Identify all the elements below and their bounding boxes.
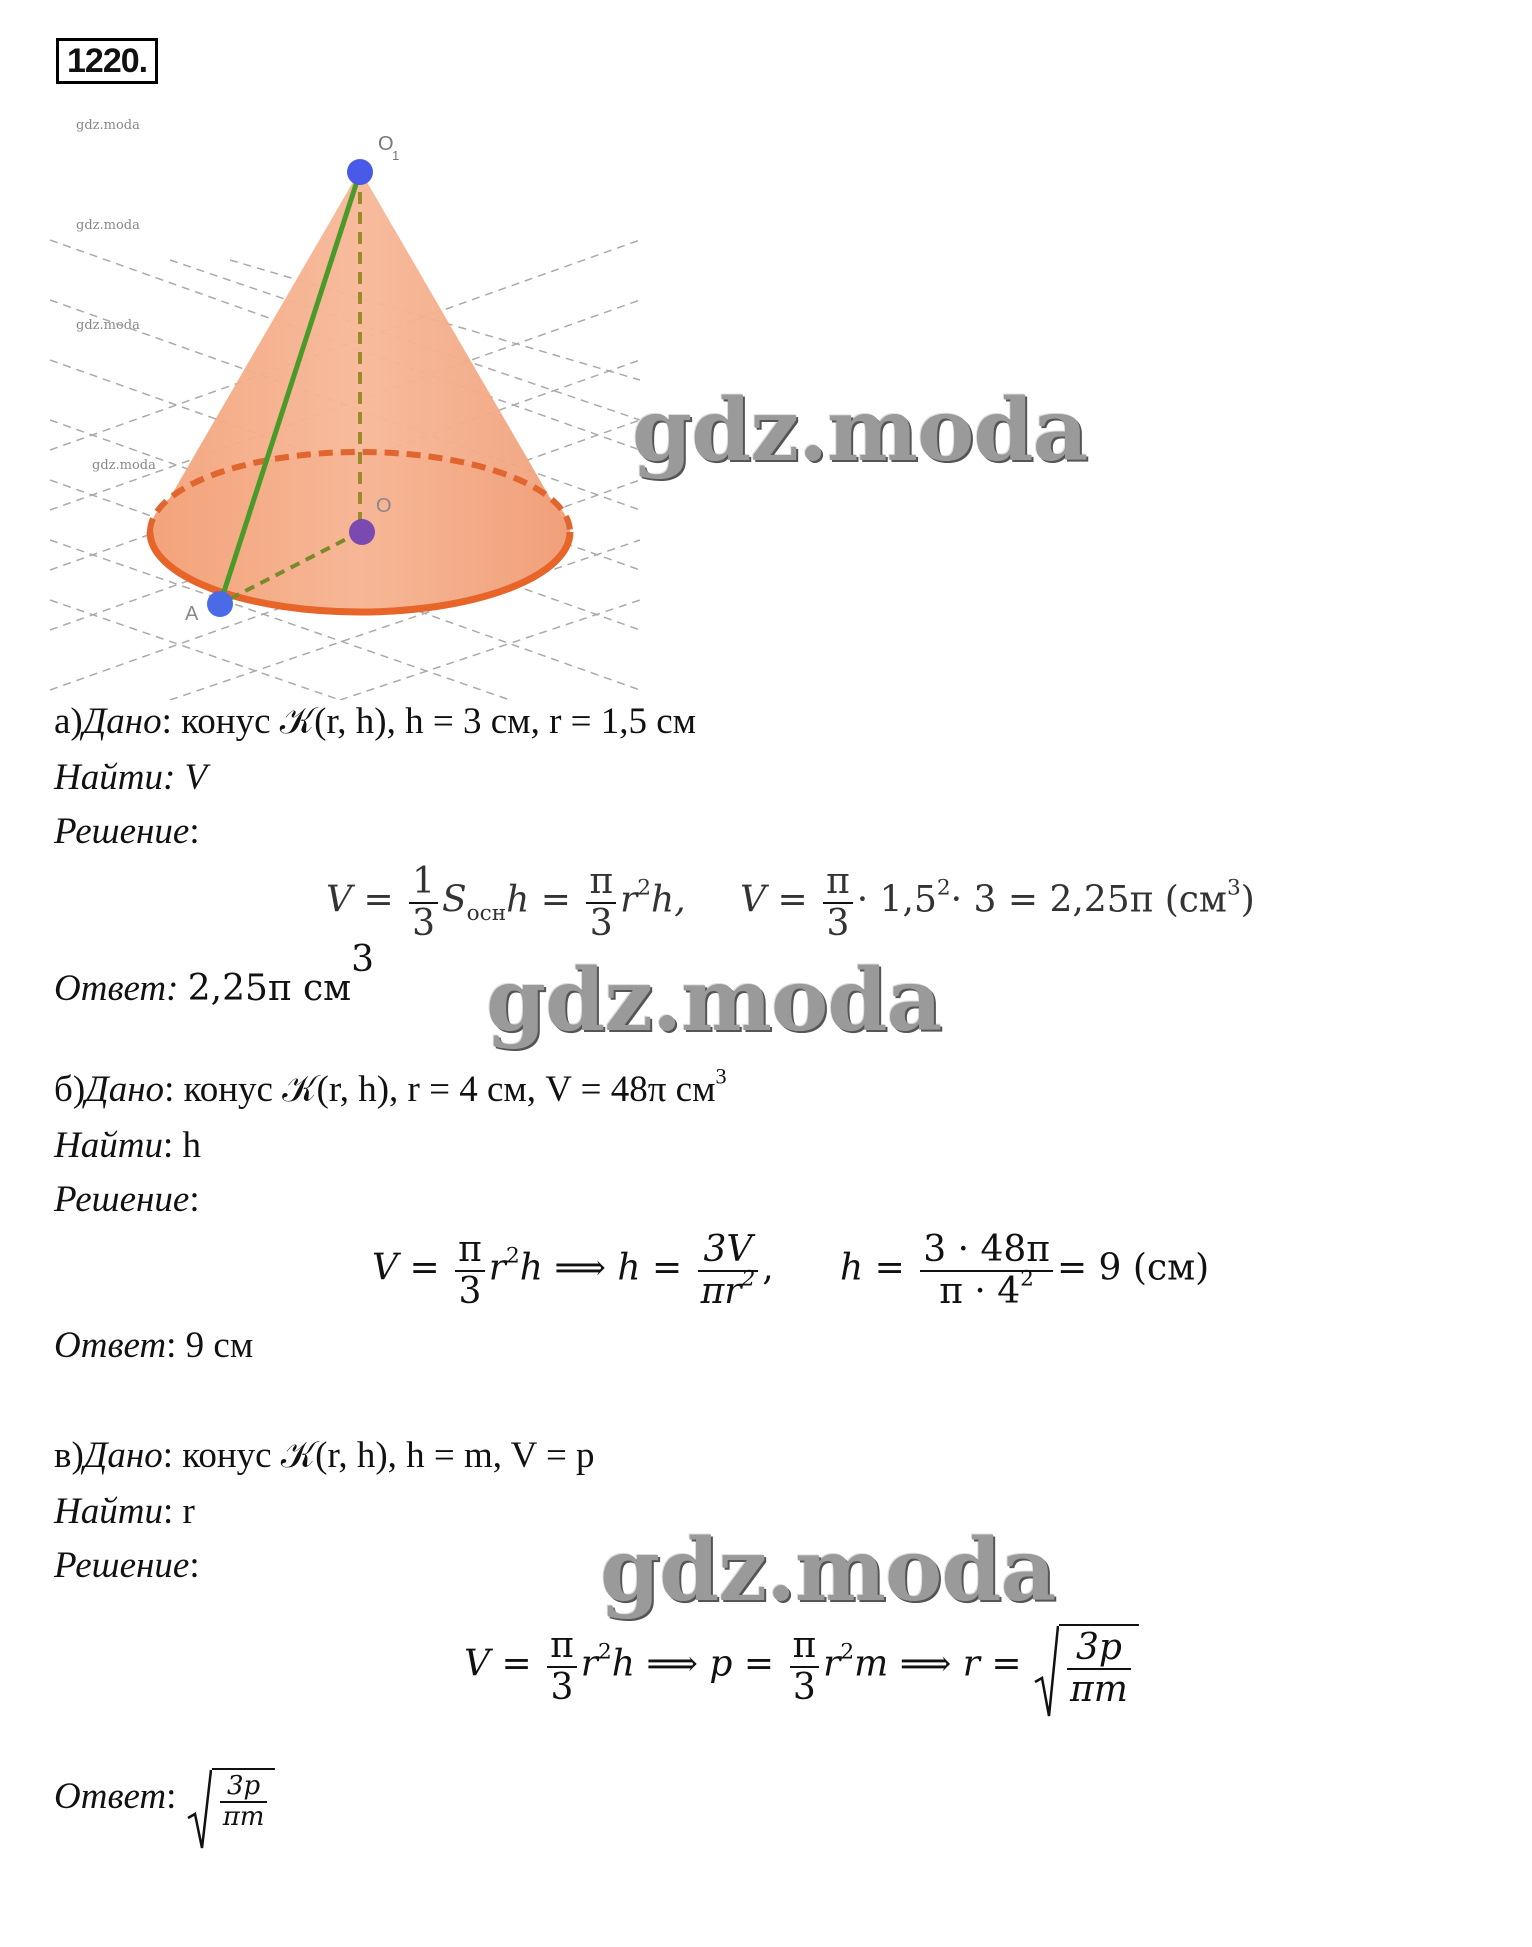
sqrt-symbol: $\frac{3p}{\pi m}$ <box>1033 1624 1139 1709</box>
small-watermark: gdz.moda <box>76 118 140 133</box>
part-a-answer: Ответ: 2,25π $см^3$ <box>54 939 375 1009</box>
part-b-find: Найти: h <box>54 1125 201 1166</box>
part-c-solution-label: Решение: <box>54 1545 200 1586</box>
small-watermark: gdz.moda <box>76 218 140 233</box>
answer-sqrt-symbol: $\frac{3p}{\pi m}$ <box>186 1768 276 1831</box>
apex-label-sub: 1 <box>392 148 400 163</box>
center-label: O <box>376 495 392 517</box>
apex-label: O <box>378 133 394 155</box>
watermark: gdz.moda <box>600 1520 1056 1621</box>
part-a-given: а)Дано: конус 𝒦(r, h), h = 3 см, r = 1,5 см <box>54 701 697 742</box>
small-watermark: gdz.moda <box>76 318 140 333</box>
part-a-formula-2: V = $\frac{\pi}{3}$ · $1,5^2\cdot 3 = 2,25\pi$ $(см^3)$ <box>740 861 1255 944</box>
part-b-answer: Ответ: 9 см <box>54 1325 254 1366</box>
part-c-find: Найти: r <box>54 1491 195 1532</box>
part-c-answer: Ответ: $\frac{3p}{\pi m}$ <box>54 1768 275 1831</box>
part-b-solution-label: Решение: <box>54 1179 200 1220</box>
part-c-formula: V = $\frac{\pi}{3}$ $r^2h$ ⟹ p = $\frac{\pi}{3}$ $r^2m$ ⟹ r = $\frac{3p}{\pi m}$ <box>464 1624 1139 1709</box>
center-point <box>349 519 375 545</box>
apex-point <box>347 159 373 185</box>
part-c-given: в)Дано: конус 𝒦(r, h), h = m, V = p <box>54 1435 595 1476</box>
watermark: gdz.moda <box>486 950 942 1051</box>
base-point <box>207 591 233 617</box>
part-b-formula-2: h = $\frac{3 \cdot 48\pi}{\pi \cdot 4^2}$ = 9 (см) <box>840 1229 1210 1312</box>
small-watermark: gdz.moda <box>92 458 156 473</box>
part-a-formula-1: V = $\frac{1}{3}$ $S_{осн}h$ = $\frac{\pi}{3}$ $r^2h$, <box>326 861 686 944</box>
part-b-given: б)Дано: конус 𝒦(r, h), r = 4 см, V = 48π $см^3$ <box>54 1063 727 1110</box>
part-b-formula-1: V = $\frac{\pi}{3}$ $r^2h$ ⟹ h = $\frac{3V}{\pi r^2}$ , <box>372 1229 774 1312</box>
watermark: gdz.moda <box>632 380 1088 481</box>
part-a-find: Найти: V <box>54 757 208 798</box>
problem-number: 1220. <box>56 38 158 84</box>
part-a-solution-label: Решение: <box>54 811 200 852</box>
base-point-label: A <box>185 603 199 625</box>
cone-figure <box>50 120 650 700</box>
